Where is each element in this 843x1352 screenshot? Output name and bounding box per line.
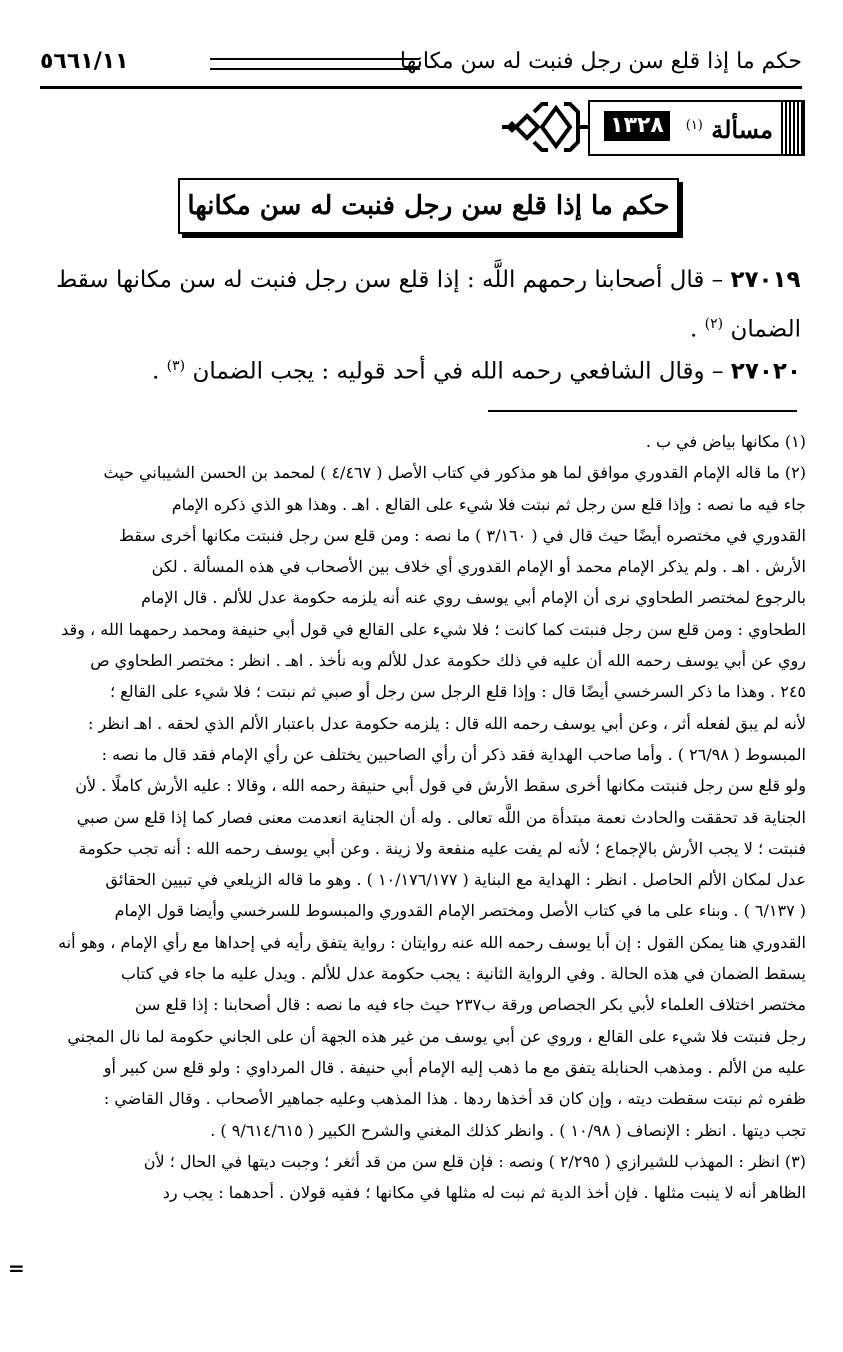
footnote-line: ٢٤٥ . وهذا ما ذكر السرخسي أيضًا قال : وإذا قلع الرجل سن رجل أو صبي ثم نبتت ؛ فلا شيء على القالع ؛: [110, 682, 806, 702]
page-reference: ٥٦٦١/١١: [40, 49, 129, 74]
title-box: [178, 178, 679, 234]
footnote-line: القدوري في مختصره أيضًا حيث قال في ( ٣/١٦٠ ) ما نصه : ومن قلع سن رجل فنبتت مكانها أخرى سقط: [119, 525, 806, 545]
banner-stripes: [781, 102, 803, 154]
footnote-line: (٣) انظر : المهذب للشيرازي ( ٢/٢٩٥ ) ونصه : فإن قلع سن من قد أثغر ؛ وجبت ديتها في الحال ؛ لأن: [143, 1151, 806, 1171]
banner-footnote-marker: (١): [685, 118, 703, 133]
footnote-line: جاء فيه ما نصه : وإذا قلع سن رجل ثم نبتت فلا شيء على القالع . اهـ . وهذا هو الذي ذكره الإمام: [171, 494, 806, 514]
footnote-line: ( ٦/١٣٧ ) . وبناء على ما في كتاب الأصل ومختصر الإمام القدوري والمبسوط للسرخسي وأيضا قول الإمام: [114, 901, 806, 921]
paragraph-number: ٢٧٠١٩: [730, 267, 801, 293]
footnote-line: ظفره ثم نبتت سقطت ديته ، وإن كان قد أخذها ردها . هذا المذهب وعليه جماهير الأصحاب . وقال القاضي :: [103, 1089, 806, 1109]
footnote-line: روي عن أبي يوسف رحمه الله أن عليه في ذلك حكومة عدل للألم وبه نأخذ . اهـ . انظر : مختصر الطحاوي ص: [90, 651, 806, 671]
paragraph: [56, 258, 801, 352]
footnote-marker: (٣): [166, 358, 186, 374]
header-rule: [40, 86, 802, 89]
paragraph-text: – قال أصحابنا رحمهم اللَّه : إذا قلع سن رجل فنبت له سن مكانها سقط: [56, 267, 724, 293]
paragraph-end: .: [152, 358, 160, 385]
masala-word: مسألة: [711, 115, 773, 144]
running-title: حكم ما إذا قلع سن رجل فنبت له سن مكانها: [399, 49, 802, 74]
footnote-line: تجب ديتها . انظر : الإنصاف ( ١٠/٩٨ ) . وانظر كذلك المغني والشرح الكبير ( ٩/٦١٤/٦١٥ ) .: [210, 1120, 806, 1140]
masala-number: ١٣٢٨: [604, 111, 670, 141]
footnote-line: الجناية قد تحققت والحادث نعمة مبتدأة من اللَّه تعالى . وله أن الجناية انعدمت معنى فصار كما إذا قلع سن صبي: [76, 807, 806, 827]
paragraph-line: [56, 258, 801, 302]
continuation-mark: =: [8, 1256, 25, 1280]
paragraph-text: الضمان: [730, 316, 801, 343]
paragraph-line: [56, 344, 801, 394]
footnote-line: المبسوط ( ٢٦/٩٨ ) . وأما صاحب الهداية فقد ذكر أن رأي الصاحبين يختلف عن رأي الإمام فقد قال ما نصه :: [101, 744, 806, 764]
footnote-line: بالرجوع لمختصر الطحاوي نرى أن الإمام أبي يوسف روي عنه أنه يلزمه حكومة عدل للألم . قال الإمام: [141, 588, 806, 608]
footnote-line: (٢) ما قاله الإمام القدوري موافق لما هو مذكور في كتاب الأصل ( ٤/٤٦٧ ) لمحمد بن الحسن الشيباني حيث: [103, 463, 806, 483]
masala-banner: [498, 100, 803, 154]
paragraph-number: ٢٧٠٢٠: [730, 358, 801, 385]
footnote-separator: [488, 410, 797, 412]
paragraph-text: – وقال الشافعي رحمه الله في أحد قوليه : يجب الضمان: [192, 358, 724, 385]
footnote-line: لأنه لم يبق لفعله أثر ، وعن أبي يوسف رحمه الله قال : يلزمه حكومة عدل باعتبار الألم الذي لحقه . اهـ انظر :: [88, 713, 806, 733]
footnote-line: فنبتت ؛ لا يجب الأرش بالإجماع ؛ لأنه لم يفت عليه منفعة ولا زينة . وعن أبي يوسف رحمه الله : أنه تجب حكومة: [78, 838, 806, 858]
footnotes: [28, 426, 806, 1208]
footnote-line: مختصر اختلاف العلماء لأبي بكر الجصاص ورقة ب٢٣٧ حيث جاء فيه ما نصه : قال أصحابنا : إذا قلع سن: [134, 995, 806, 1015]
footnote-marker: (٢): [704, 316, 724, 332]
footnote-line: (١) مكانها بياض في ب .: [645, 432, 806, 451]
footnote-line: عدل لمكان الألم الحاصل . انظر : الهداية مع البناية ( ١٠/١٧٦/١٧٧ ) . وهو ما قاله الزيلعي في تبيين الحقائق: [105, 870, 806, 890]
paragraph: [56, 344, 801, 394]
footnote-line: الطحاوي : ومن قلع سن رجل فنبتت كما كانت ؛ فلا شيء على القالع في قول أبي حنيفة ومحمد رحمهما الله ، وقد: [61, 619, 806, 639]
masala-label: [686, 109, 773, 147]
footnote-line: عليه من الألم . ومذهب الحنابلة يتفق مع ما ذهب إليه الإمام أبي حنيفة . قال المرداوي : ولو قلع سن كبير أو: [103, 1057, 806, 1077]
footnote-line: الأرش . اهـ . ولم يذكر الإمام محمد أو الإمام القدوري أي خلاف بين الأصحاب في هذه المسألة . لكن: [151, 557, 806, 577]
geometric-ornament-icon: [498, 100, 598, 154]
header-double-line: [210, 58, 420, 70]
footnote-line: الظاهر أنه لا ينبت مثلها . فإن أخذ الدية ثم نبت له مثلها في مكانها ؛ ففيه قولان . أحدهما : يجب رد: [162, 1183, 806, 1203]
footnote-line: رجل فنبتت فلا شيء على القالع ، وروي عن أبي يوسف من غير هذه الجهة أن على الجاني حكومة لما نال المجني: [67, 1026, 806, 1046]
footnote-line: يسقط الضمان في هذه الحالة . وفي الرواية الثانية : يجب حكومة عدل للألم . ويدل عليه ما جاء في كتاب: [120, 964, 806, 984]
banner-frame: [588, 100, 805, 156]
running-header: [40, 44, 802, 84]
page-title: حكم ما إذا قلع سن رجل فنبت له سن مكانها: [187, 191, 670, 221]
footnote-line: ولو قلع سن رجل فنبتت مكانها أخرى سقط الأرش في قول أبي حنيفة رحمه الله ، وقالا : عليه الأرش كاملًا . لأن: [75, 776, 806, 796]
paragraph-end: .: [690, 316, 698, 343]
footnote-line: القدوري هنا يمكن القول : إن أبا يوسف رحمه الله عنه روايتان : رواية يتفق رأيه في إحداها مع رأي الإمام ، وهو أنه: [58, 932, 806, 952]
